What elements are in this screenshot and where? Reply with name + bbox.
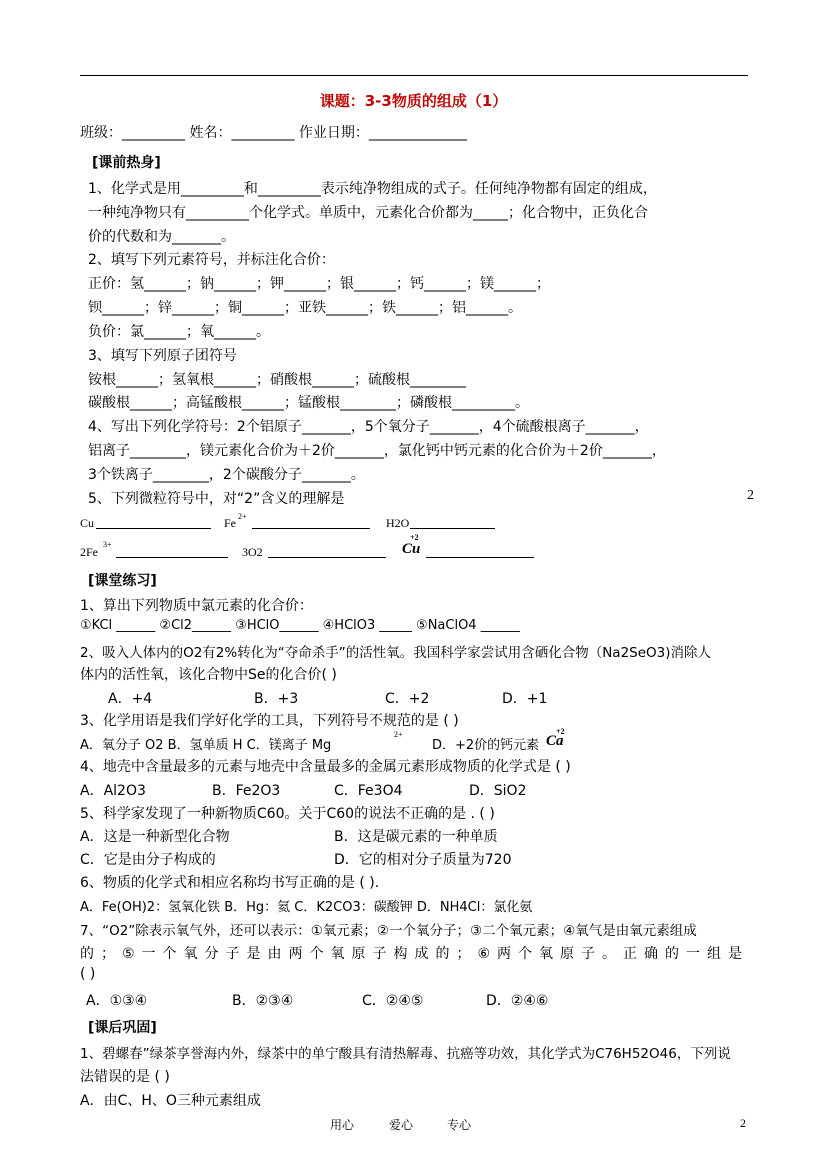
footer-text-mid: 爱心 <box>389 1118 414 1132</box>
classwork-q2-line1: 2、吸入人体内的O2有2%转化为“夺命杀手”的活性氧。我国科学家尝试用含硒化合物（Na2SeO3)消除人 <box>80 645 712 661</box>
classwork-q7-option-c: C．②④⑤ <box>362 993 424 1009</box>
footer-text-right: 专心 <box>447 1118 472 1132</box>
classwork-q4-option-d: D．SiO2 <box>469 783 527 799</box>
classwork-q1: 1、算出下列物质中氯元素的化合价： <box>80 598 313 614</box>
symbol-fe-charge: 2+ <box>238 512 247 521</box>
classwork-q4-option-c: C．Fe3O4 <box>334 783 403 799</box>
footer-text-left: 用心 <box>330 1118 355 1132</box>
homework-q1-line2: 法错误的是 ( ) <box>80 1069 170 1085</box>
classwork-q2-option-d: D．+1 <box>502 691 548 707</box>
classwork-q4-option-a: A．Al2O3 <box>80 783 146 799</box>
warmup-q2-line4: 负价：氯______；氧______。 <box>88 324 270 340</box>
symbol-cu: Cu <box>80 516 95 530</box>
symbol-2fe: 2Fe <box>80 545 98 559</box>
blank-cu <box>96 528 211 529</box>
classwork-q3: 3、化学用语是我们学好化学的工具，下列符号不规范的是 ( ) <box>80 713 459 729</box>
symbol-cu-valence: Cu <box>402 541 421 557</box>
ca-valence-mark: +2 <box>556 727 565 736</box>
classwork-q6-options: A．Fe(OH)2：氢氧化铁 B．Hg：氦 C．K2CO3：碳酸钾 D．NH4Cl：氯化氨 <box>80 900 533 915</box>
header-rule <box>80 75 748 76</box>
student-info-line: 班级：_________ 姓名：_________ 作业日期：______________ <box>80 125 467 141</box>
warmup-q4-line2: 铝离子________，镁元素化合价为＋2价_______，氯化钙中钙元素的化合价为＋2价_______， <box>88 443 666 459</box>
classwork-q7-line1: 7、“O2”除表示氧气外，还可以表示：①氧元素；②一个氧分子；③二个氧元素；④氧气是由氧元素组成 <box>80 923 697 939</box>
classwork-q2-option-a: A．+4 <box>108 691 153 707</box>
warmup-q4-line1: 4、写出下列化学符号：2个铝原子_______，5个氧分子_______，4个硫酸根离子_______， <box>88 419 649 435</box>
section-classwork-heading: [课堂练习] <box>88 573 157 589</box>
warmup-q2-line3: 钡______；锌______；铜______；亚铁______；铁______；铝______。 <box>88 300 522 316</box>
warmup-q1-line1: 1、化学式是用_________和_________表示纯净物组成的式子。任何纯净物都有固定的组成， <box>88 181 657 197</box>
classwork-q3-option-d: D．+2价的钙元素 <box>432 738 540 753</box>
classwork-q7-line3: ( ) <box>80 966 96 982</box>
blank-2fe <box>116 557 228 558</box>
warmup-q3-line1: 3、填写下列原子团符号 <box>88 348 237 364</box>
classwork-q7-option-b: B．②③④ <box>232 993 294 1009</box>
classwork-q3-options: A．氧分子 O2 B．氢单质 H C．镁离子 Mg <box>80 738 332 753</box>
symbol-2fe-charge: 3+ <box>103 540 112 549</box>
warmup-q4-line3: 3个铁离子________，2个碳酸分子_______。 <box>88 467 365 483</box>
section-warmup-heading: [课前热身] <box>92 155 161 171</box>
classwork-q2-option-c: C．+2 <box>385 691 430 707</box>
warmup-q2-line2: 正价：氢______；钠______；钾______；银______；钙______；镁______； <box>88 276 550 292</box>
classwork-q1-items: ①KCl ______ ②Cl2______ ③HClO______ ④HClO3 _____ ⑤NaClO4 ______ <box>80 618 520 633</box>
symbol-ca-valence: Ca <box>546 733 564 749</box>
classwork-q5-option-a: A．这是一种新型化合物 <box>80 829 230 845</box>
warmup-q5-side-number: 2 <box>747 488 754 503</box>
homework-q1-option-a: A．由C、H、O三种元素组成 <box>80 1093 261 1109</box>
classwork-q5-option-c: C．它是由分子构成的 <box>80 852 216 868</box>
symbol-fe: Fe <box>224 516 236 530</box>
classwork-q7-option-d: D．②④⑥ <box>486 993 549 1009</box>
page-title: 课题：3-3物质的组成（1） <box>319 92 508 110</box>
warmup-q3-line3: 碳酸根______；高锰酸根______；锰酸根________；磷酸根_________。 <box>88 395 529 411</box>
page-number: 2 <box>740 1116 746 1130</box>
warmup-q2-line1: 2、填写下列元素符号，并标注化合价： <box>88 252 335 268</box>
section-homework-heading: [课后巩固] <box>88 1020 157 1036</box>
symbol-3o2: 3O2 <box>242 545 263 559</box>
blank-fe <box>252 528 370 529</box>
cu-valence-mark: +2 <box>410 533 419 542</box>
homework-q1-line1: 1、碧螺春”绿茶享誉海内外，绿茶中的单宁酸具有清热解毒、抗癌等功效，其化学式为C76H52O46，下列说 <box>80 1046 731 1062</box>
warmup-q1-line2: 一种纯净物只有_________个化学式。单质中，元素化合价都为_____；化合物中，正负化合 <box>88 205 648 221</box>
symbol-h2o: H2O <box>386 516 410 530</box>
classwork-q5-option-b: B．这是碳元素的一种单质 <box>334 829 498 845</box>
classwork-q4: 4、地壳中含量最多的元素与地壳中含量最多的金属元素形成物质的化学式是 ( ) <box>80 759 571 775</box>
blank-3o2 <box>268 557 386 558</box>
warmup-q3-line2: 铵根______；氢氧根______；硝酸根______；硫酸根________ <box>88 372 466 388</box>
classwork-q2-option-b: B．+3 <box>254 691 299 707</box>
classwork-q7-option-a: A．①③④ <box>86 993 148 1009</box>
classwork-q5: 5、科学家发现了一种新物质C60。关于C60的说法不正确的是 . ( ) <box>80 806 495 822</box>
blank-cu-valence <box>426 557 534 558</box>
warmup-q5-line1: 5、下列微粒符号中，对“2”含义的理解是 <box>88 491 345 507</box>
warmup-q1-line3: 价的代数和为_______。 <box>88 229 235 245</box>
blank-h2o <box>410 528 495 529</box>
classwork-q7-line2: 的；⑤一个氧分子是由两个氧原子构成的；⑥两个氧原子。正确的一组是 <box>80 946 748 962</box>
classwork-q5-option-d: D．它的相对分子质量为720 <box>334 852 512 868</box>
mg-ion-charge: 2+ <box>394 730 403 739</box>
classwork-q4-option-b: B．Fe2O3 <box>212 783 281 799</box>
classwork-q6: 6、物质的化学式和相应名称均书写正确的是 ( ). <box>80 875 380 891</box>
classwork-q2-line2: 体内的活性氧，该化合物中Se的化合价( ) <box>80 667 337 683</box>
